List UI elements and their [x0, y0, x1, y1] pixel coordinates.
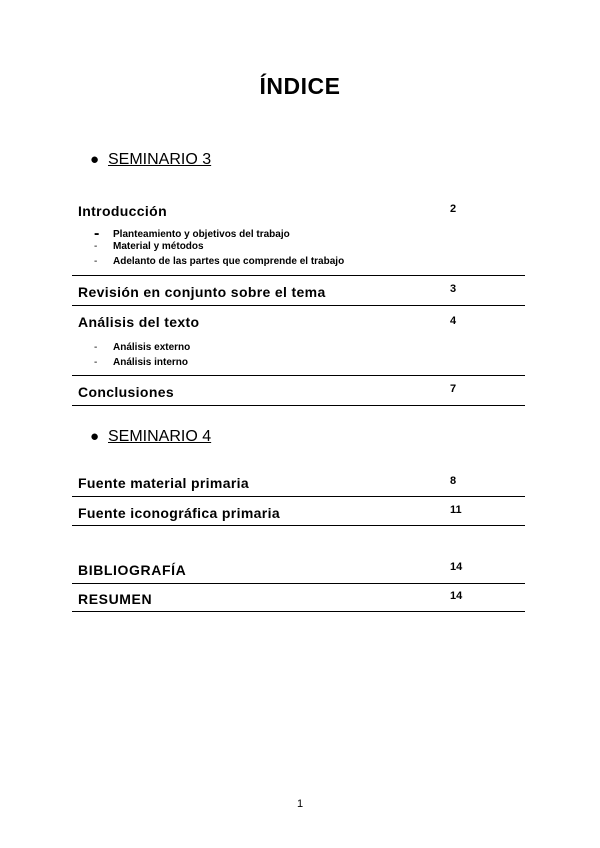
divider — [72, 405, 525, 406]
dash-marker: - — [94, 256, 98, 267]
footer-page-number: 1 — [296, 798, 304, 810]
toc-entry-analisis: Análisis del texto — [78, 314, 200, 330]
toc-page-bibliografia: 14 — [450, 561, 463, 573]
page-title: ÍNDICE — [259, 73, 341, 99]
toc-entry-conclusiones: Conclusiones — [78, 384, 174, 400]
toc-entry-introduccion: Introducción — [78, 203, 167, 219]
dash-marker: - — [94, 342, 98, 353]
toc-subitem — [94, 241, 204, 252]
seminar-4-label: SEMINARIO 4 — [108, 428, 212, 445]
toc-subitem — [94, 342, 190, 353]
dash-marker: - — [94, 225, 100, 242]
toc-page-introduccion: 2 — [450, 203, 457, 215]
toc-entry-fuente-material: Fuente material primaria — [78, 475, 250, 491]
toc-subitem — [94, 256, 344, 267]
toc-entry-resumen: RESUMEN — [78, 591, 153, 607]
toc-entry-bibliografia: BIBLIOGRAFÍA — [78, 562, 187, 578]
divider — [72, 583, 525, 584]
divider — [72, 275, 525, 276]
bullet-icon: ● — [90, 151, 100, 168]
subitem-label: Material y métodos — [113, 241, 204, 252]
subitem-label: Análisis interno — [113, 357, 189, 368]
toc-page-revision: 3 — [450, 283, 457, 295]
toc-subitem — [94, 224, 290, 242]
toc-page-resumen: 14 — [450, 590, 463, 602]
divider — [72, 375, 525, 376]
seminar-4-heading — [90, 428, 211, 446]
subitem-label: Análisis externo — [113, 342, 191, 353]
bullet-icon: ● — [90, 428, 100, 445]
toc-page-fuente-iconografica: 11 — [450, 504, 462, 516]
seminar-3-label: SEMINARIO 3 — [108, 151, 212, 168]
divider — [72, 525, 525, 526]
toc-subitem — [94, 357, 188, 368]
toc-page-conclusiones: 7 — [450, 383, 457, 395]
dash-marker: - — [94, 357, 98, 368]
toc-page-fuente-material: 8 — [450, 475, 457, 487]
divider — [72, 496, 525, 497]
dash-marker: - — [94, 241, 98, 252]
divider — [72, 305, 525, 306]
toc-page-analisis: 4 — [450, 315, 457, 327]
seminar-3-heading — [90, 151, 211, 169]
subitem-label: Planteamiento y objetivos del trabajo — [113, 229, 290, 240]
toc-entry-fuente-iconografica: Fuente iconográfica primaria — [78, 505, 280, 521]
divider — [72, 611, 525, 612]
subitem-label: Adelanto de las partes que comprende el trabajo — [113, 256, 345, 267]
toc-entry-revision: Revisión en conjunto sobre el tema — [78, 284, 326, 300]
